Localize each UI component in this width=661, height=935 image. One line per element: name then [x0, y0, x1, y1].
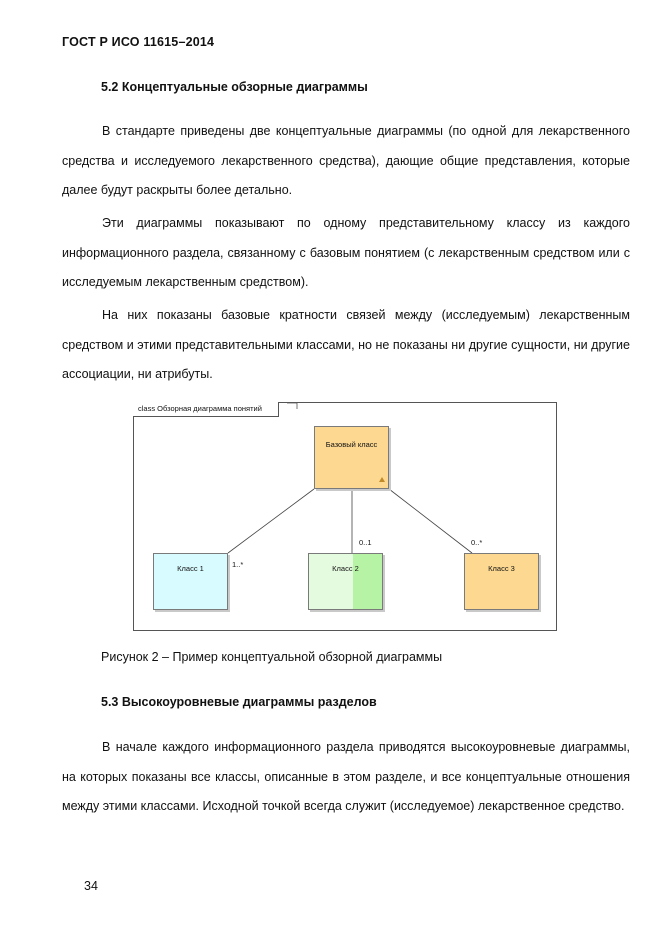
figure-caption: Рисунок 2 – Пример концептуальной обзорной диаграммы	[101, 650, 443, 664]
multiplicity-label-3: 0..*	[471, 538, 483, 547]
class-3-name: Класс 3	[488, 564, 515, 573]
paragraph: На них показаны базовые кратности связей между (исследуемым) лекарственным средством и этими представительными классами, но не показаны ни другие сущности, ни другие ассоциации, ни атрибуты.	[62, 308, 630, 381]
class-1-box[interactable]	[153, 553, 228, 610]
class-3-box[interactable]	[464, 553, 539, 610]
class-2-box[interactable]	[308, 553, 383, 610]
paragraph: В стандарте приведены две концептуальные диаграммы (по одной для лекарственного средства и исследуемого лекарственного средства), дающие общие представления, которые далее будут раскрыты более детально.	[62, 124, 630, 197]
page-number: 34	[84, 879, 98, 893]
section-title-5-3: 5.3 Высокоуровневые диаграммы разделов	[101, 695, 377, 709]
multiplicity-label-2: 0..1	[359, 538, 372, 547]
paragraph: В начале каждого информационного раздела приводятся высокоуровневые диаграммы, на которых показаны все классы, описанные в этом разделе, и все концептуальные отношения между этими классами. Исходной точкой всегда служит (исследуемое) лекарственное средство.	[62, 740, 630, 813]
document-header: ГОСТ Р ИСО 11615–2014	[62, 35, 215, 49]
section-title-5-2: 5.2 Концептуальные обзорные диаграммы	[101, 80, 368, 94]
paragraph: Эти диаграммы показывают по одному представительному классу из каждого информационного раздела, связанному с базовым понятием (с лекарственным средством или с исследуемым лекарственным средством).	[62, 216, 630, 289]
multiplicity-label-1: 1..*	[232, 560, 244, 569]
uml-diagram-frame	[133, 402, 557, 631]
base-class-name: Базовый класс	[325, 440, 378, 449]
association-line-3	[389, 489, 472, 553]
frame-tab-corner	[287, 403, 297, 409]
triangle-icon	[379, 477, 385, 482]
association-line-1	[228, 489, 314, 553]
class-2-name: Класс 2	[332, 564, 359, 573]
base-class-box[interactable]	[314, 426, 389, 489]
class-1-name: Класс 1	[177, 564, 204, 573]
diagram-frame-label: class Обзорная диаграмма понятий	[133, 402, 279, 417]
